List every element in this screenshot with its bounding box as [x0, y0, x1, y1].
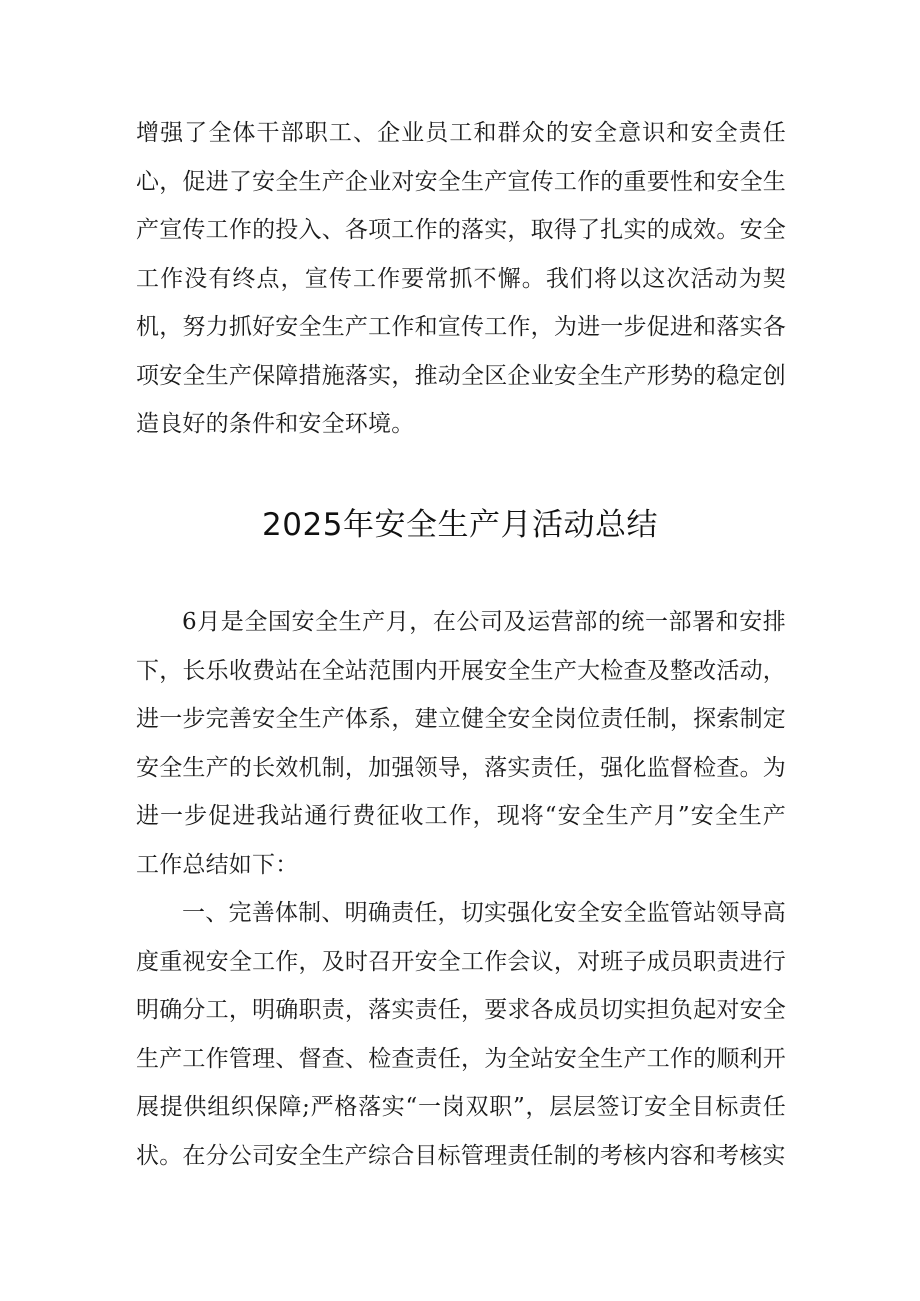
document-title: 2025年安全生产月活动总结 [262, 507, 658, 543]
intro-section [136, 109, 786, 449]
body-section [136, 598, 786, 1180]
intro-paragraph: 增强了全体干部职工、企业员工和群众的安全意识和安全责任心，促进了安全生产企业对安全生产宣传工作的重要性和安全生产宣传工作的投入、各项工作的落实，取得了扎实的成效。安全工作没有终点，宣传工作要常抓不懈。我们将以这次活动为契机，努力抓好安全生产工作和宣传工作，为进一步促进和落实各项安全生产保障措施落实，推动全区企业安全生产形势的稳定创造良好的条件和安全环境。 [136, 120, 786, 437]
body-paragraph-2: 一、完善体制、明确责任，切实强化安全安全监管站领导高度重视安全工作，及时召开安全工作会议，对班子成员职责进行明确分工，明确职责，落实责任，要求各成员切实担负起对安全生产工作管理、督查、检查责任，为全站安全生产工作的顺利开展提供组织保障;严格落实“一岗双职”，层层签订安全目标责任状。在分公司安全生产综合目标管理责任制的考核内容和考核实 [136, 900, 786, 1169]
body-paragraph-1: 6月是全国安全生产月，在公司及运营部的统一部署和安排下，长乐收费站在全站范围内开展安全生产大检查及整改活动，进一步完善安全生产体系，建立健全安全岗位责任制，探索制定安全生产的长效机制，加强领导，落实责任，强化监督检查。为进一步促进我站通行费征收工作，现将“安全生产月”安全生产工作总结如下： [136, 609, 786, 878]
